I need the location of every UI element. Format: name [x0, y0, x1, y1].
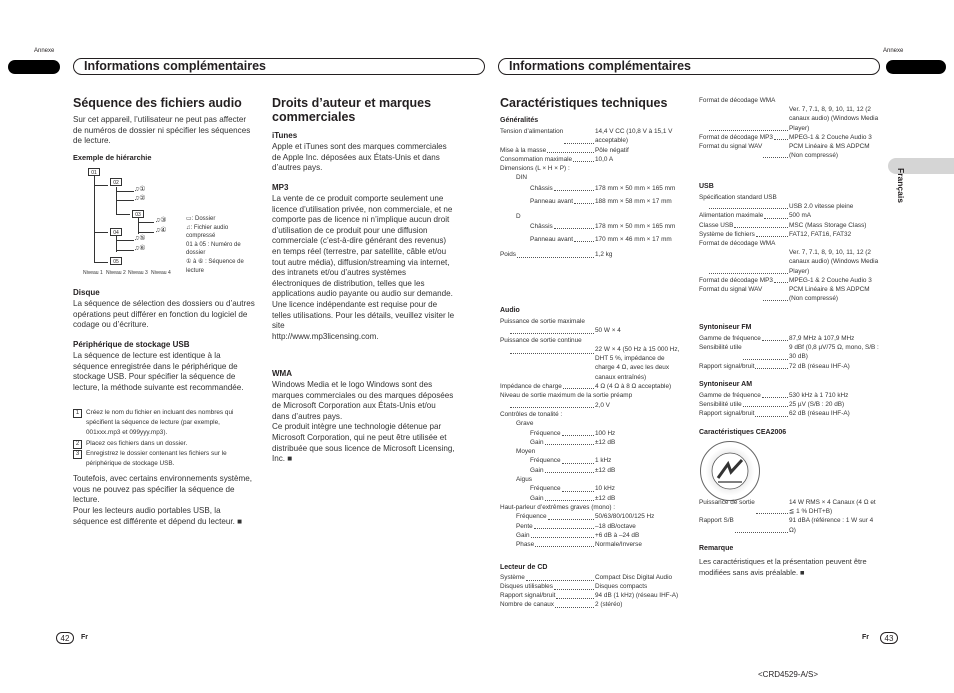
cd-heading: Lecteur de CD	[500, 564, 548, 571]
itunes-heading: iTunes	[272, 131, 298, 140]
example-heading: Exemple de hiérarchie	[73, 153, 152, 162]
legend-folder-icon: ▭	[186, 216, 192, 222]
cea-heading: Caractéristiques CEA2006	[699, 429, 787, 436]
usb-heading: Périphérique de stockage USB	[73, 340, 190, 349]
rights-title: Droits d’auteur et marques commerciales	[272, 96, 432, 124]
audio-heading: Audio	[500, 307, 520, 314]
after-steps-text: Toutefois, avec certains environnements système, vous ne pouvez pas spécifier la séquence de lecture.	[73, 474, 253, 505]
wma-text: Windows Media et le logo Windows sont des marques commerciales ou des marques déposées de Microsoft Corporation aux États-Unis et/ou dans d’autres pays. Ce produit intègre une technologie détenue par Microsoft Corporation, qui ne peut être utilisée et distribuée que sous licence de Microsoft Licensing, Inc. ■	[272, 380, 455, 464]
specs-title: Caractéristiques techniques	[500, 96, 668, 110]
file-1-icon: ♫①	[134, 186, 146, 193]
seq-title: Séquence des fichiers audio	[73, 96, 242, 110]
level-2-label: Niveau 2	[106, 270, 126, 276]
portable-player-text: Pour les lecteurs audio portables USB, la séquence est différente et dépend du lecteur. ■	[73, 506, 242, 526]
general-specs: Tension d’alimentation 14,4 V CC (10,8 V à 15,1 V acceptable) Mise à la masse Pôle négatif Consommation maximale 10,0 A Dimensions (L × H × P) : DIN Châssis 178 mm × 50 mm × 165 mm Panneau avant 188 mm × 58 mm × 17 mm D Châssis 178 mm × 50 mm × 165 mm Panneau avant 170 mm × 46 mm × 17 mm Poids 1,2 kg	[500, 128, 676, 259]
disc-text: La séquence de sélection des dossiers ou d’autres opérations peut différer en fonction du logiciel de codage ou d’écriture.	[73, 299, 255, 330]
folder-03: 03	[132, 210, 144, 218]
header-label-left: Annexe	[34, 48, 55, 54]
folder-04: 04	[110, 228, 122, 236]
language-side-label: Français	[896, 168, 906, 203]
section-band-right	[498, 58, 880, 75]
usb-specs: Spécification standard USB USB 2.0 vitesse pleine Alimentation maximale 500 mA Classe USB MSC (Mass Storage Class) Système de fichiers FAT12, FAT16, FAT32 Format de décodage WMA Ver. 7, 7.1, 8, 9, 10, 11, 12 (2 canaux audio) (Windows Media Player) Format de décodage MP3 MPEG-1 & 2 Couche Audio 3 Format du signal WAV PCM Linéaire & MS ADPCM (Non compressé)	[699, 194, 879, 303]
mp3-heading: MP3	[272, 183, 289, 192]
step-1: 1 Créez le nom du fichier en incluant des nombres qui spécifient la séquence de lecture (par exemple, 001xxx.mp3 et 099yyy.mp3).	[73, 408, 256, 439]
cea-specs: Puissance de sortie 14 W RMS × 4 Canaux (4 Ω et ≦ 1 % DHT+B) Rapport S/B 91 dBA (référence : 1 W sur 4 Ω)	[699, 499, 876, 534]
cea2006-logo	[700, 441, 760, 501]
section-band-left	[73, 58, 485, 75]
usb-steps	[73, 408, 256, 469]
file-5-icon: ♫⑤	[134, 235, 146, 242]
level-1-label: Niveau 1	[83, 270, 103, 276]
diagram-legend: ▭: Dossier ♫: Fichier audio compressé 01 à 05 : Numéro de dossier ① à ⑥ : Séquence de lecture	[186, 216, 244, 274]
file-3-icon: ♫③	[155, 217, 167, 224]
usb-text: La séquence de lecture est identique à la séquence enregistrée dans le périphérique de stockage USB. Pour spécifier la séquence de lecture, la méthode suivante est recommandée.	[73, 351, 244, 392]
step-3: 3 Enregistrez le dossier contenant les fichiers sur le périphérique de stockage USB.	[73, 449, 256, 469]
step-2: 2 Placez ces fichiers dans un dossier.	[73, 439, 256, 449]
level-3-label: Niveau 3	[128, 270, 148, 276]
section-band-left-label: Informations complémentaires	[84, 59, 266, 73]
section-band-right-label: Informations complémentaires	[509, 59, 691, 73]
cd-specs: Système Compact Disc Digital Audio Disques utilisables Disques compacts Rapport signal/bruit 94 dB (1 kHz) (réseau IHF-A) Nombre de canaux 2 (stéréo)	[500, 574, 679, 608]
header-label-right: Annexe	[883, 48, 904, 54]
level-4-label: Niveau 4	[151, 270, 171, 276]
file-2-icon: ♫②	[134, 195, 146, 202]
page-lang-right: Fr	[862, 634, 869, 641]
am-heading: Syntoniseur AM	[699, 381, 753, 388]
legend-file-icon: ♫	[186, 224, 191, 231]
folder-05: 05	[110, 257, 122, 265]
section-tab-right	[886, 60, 946, 74]
folder-01: 01	[88, 168, 100, 176]
audio-specs: Puissance de sortie maximale 50 W × 4 Puissance de sortie continue 22 W × 4 (50 Hz à 15 000 Hz, DHT 5 %, impédance de charge 4 Ω, avec les deux canaux entraînés) Impédance de charge 4 Ω (4 Ω à 8 Ω acceptable) Niveau de sortie maximum de la sortie préamp 2,0 V Contrôles de tonalité : Grave Fréquence 100 Hz Gain ±12 dB Moyen Fréquence 1 kHz Gain ±12 dB Aigus Fréquence 10 kHz Gain ±12 dB Haut-parleur d’extrêmes graves (mono) : Fréquence 50/63/80/100/125 Hz Pente –18 dB/octave Gain +6 dB à –24 dB Phase Normale/Inverse	[500, 318, 680, 549]
fm-heading: Syntoniseur FM	[699, 324, 752, 331]
page-lang-left: Fr	[81, 634, 88, 641]
file-4-icon: ♫④	[155, 227, 167, 234]
disc-heading: Disque	[73, 288, 100, 297]
document-code: <CRD4529-A/S>	[758, 670, 819, 679]
file-6-icon: ♫⑥	[134, 245, 146, 252]
page-number-right: 43	[880, 632, 898, 644]
itunes-text: Apple et iTunes sont des marques commerciales de Apple Inc. déposées aux États-Unis et dans d’autres pays.	[272, 142, 447, 173]
general-heading: Généralités	[500, 117, 539, 124]
mp3-url: http://www.mp3licensing.com.	[272, 331, 379, 341]
fm-specs: Gamme de fréquence 87,9 MHz à 107,9 MHz Sensibilité utile 9 dBf (0,8 µV/75 Ω, mono, S/B : 30 dB) Rapport signal/bruit 72 dB (réseau IHF-A)	[699, 335, 879, 370]
page-number-left: 42	[56, 632, 74, 644]
usb-spec-heading: USB	[699, 183, 714, 190]
cd-format-specs: Format de décodage WMA Ver. 7, 7.1, 8, 9, 10, 11, 12 (2 canaux audio) (Windows Media Player) Format de décodage MP3 MPEG-1 & 2 Couche Audio 3 Format du signal WAV PCM Linéaire & MS ADPCM (Non compressé)	[699, 97, 879, 160]
remark-heading: Remarque	[699, 545, 734, 552]
wma-heading: WMA	[272, 369, 292, 378]
am-specs: Gamme de fréquence 530 kHz à 1 710 kHz Sensibilité utile 25 µV (S/B : 20 dB) Rapport signal/bruit 62 dB (réseau IHF-A)	[699, 392, 850, 418]
mp3-text: La vente de ce produit comporte seulement une licence d’utilisation privée, non commerciale, et ne comporte pas de licence ni n’implique aucun droit d’utilisation de ce produit pour une diffusion commerciale (c’est-à-dire générant des revenus) en temps réel (terrestre, par satellite, câble et/ou tout autre média), diffusion/streaming via internet, des intranets et/ou d’autres systèmes électroniques de distribution, telles que les applications audio payante ou audio sur demande. Une licence indépendante est requise pour de telles utilisations. Pour les détails, veuillez visiter le site http://www.mp3licensing.com.	[272, 194, 455, 341]
remark-text: Les caractéristiques et la présentation peuvent être modifiées sans avis préalable. ■	[699, 557, 867, 577]
seq-intro: Sur cet appareil, l’utilisateur ne peut pas affecter de numéros de dossier ni spécifier les séquences de lecture.	[73, 115, 251, 146]
folder-02: 02	[110, 178, 122, 186]
section-tab-left	[8, 60, 60, 74]
